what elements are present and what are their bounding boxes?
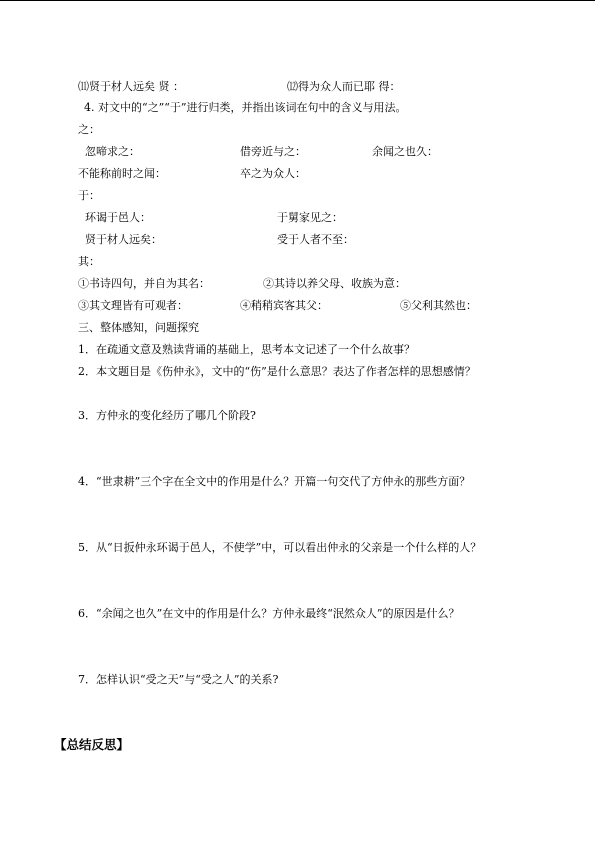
question-5: 5．从“日扳仲永环谒于邑人，不使学”中，可以看出仲永的父亲是一个什么样的人？ xyxy=(78,541,482,554)
zhi-item-3: 余闻之也久： xyxy=(372,145,438,158)
yu-item-2: 于舅家见之： xyxy=(277,211,343,224)
question-3: 3．方仲永的变化经历了哪几个阶段? xyxy=(78,409,256,422)
qi-item-3: ③其文理皆有可观者： xyxy=(78,299,188,312)
summary-heading: 【总结反思】 xyxy=(54,737,130,752)
top-border-line xyxy=(0,0,595,1)
yu-item-4: 受于人者不至： xyxy=(277,233,354,246)
qi-item-2: ②其诗以养父母、收族为意： xyxy=(263,277,406,290)
zhi-item-2: 借旁近与之： xyxy=(240,145,306,158)
question-2: 2．本文题目是《伤仲永》，文中的“伤”是什么意思？表达了作者怎样的思想感情？ xyxy=(78,365,476,378)
zhi-item-1: 忽啼求之： xyxy=(85,145,140,158)
yu-label: 于： xyxy=(78,189,100,202)
yu-item-1: 环谒于邑人： xyxy=(85,211,151,224)
question-1: 1．在疏通文意及熟读背诵的基础上，思考本文记述了一个什么故事？ xyxy=(78,343,415,356)
qi-item-1: ①书诗四句，并自为其名： xyxy=(78,277,210,290)
zhi-item-4: 不能称前时之闻： xyxy=(78,167,166,180)
item-11: ⑾贤于材人远矣 贤 ： xyxy=(78,80,184,93)
question-6: 6．“余闻之也久”在文中的作用是什么？方仲永最终“泯然众人”的原因是什么？ xyxy=(78,607,460,620)
zhi-item-5: 卒之为众人： xyxy=(240,167,306,180)
yu-item-3: 贤于材人远矣： xyxy=(85,233,162,246)
qi-label: 其： xyxy=(78,255,100,268)
question-7: 7．怎样认识“受之天”与“受之人”的关系? xyxy=(78,673,279,686)
question-4: 4．“世隶耕”三个字在全文中的作用是什么？开篇一句交代了方仲永的那些方面？ xyxy=(78,475,471,488)
zhi-label: 之： xyxy=(78,123,100,136)
question-4-title: 4. 对文中的“之”“于”进行归类，并指出该词在句中的含义与用法。 xyxy=(84,101,407,114)
item-12: ⑿得为众人而已耶 得： xyxy=(287,80,401,93)
qi-item-4: ④稍稍宾客其父： xyxy=(240,299,328,312)
section-3-heading: 三、整体感知，问题探究 xyxy=(78,321,199,334)
qi-item-5: ⑤父利其然也： xyxy=(400,299,477,312)
